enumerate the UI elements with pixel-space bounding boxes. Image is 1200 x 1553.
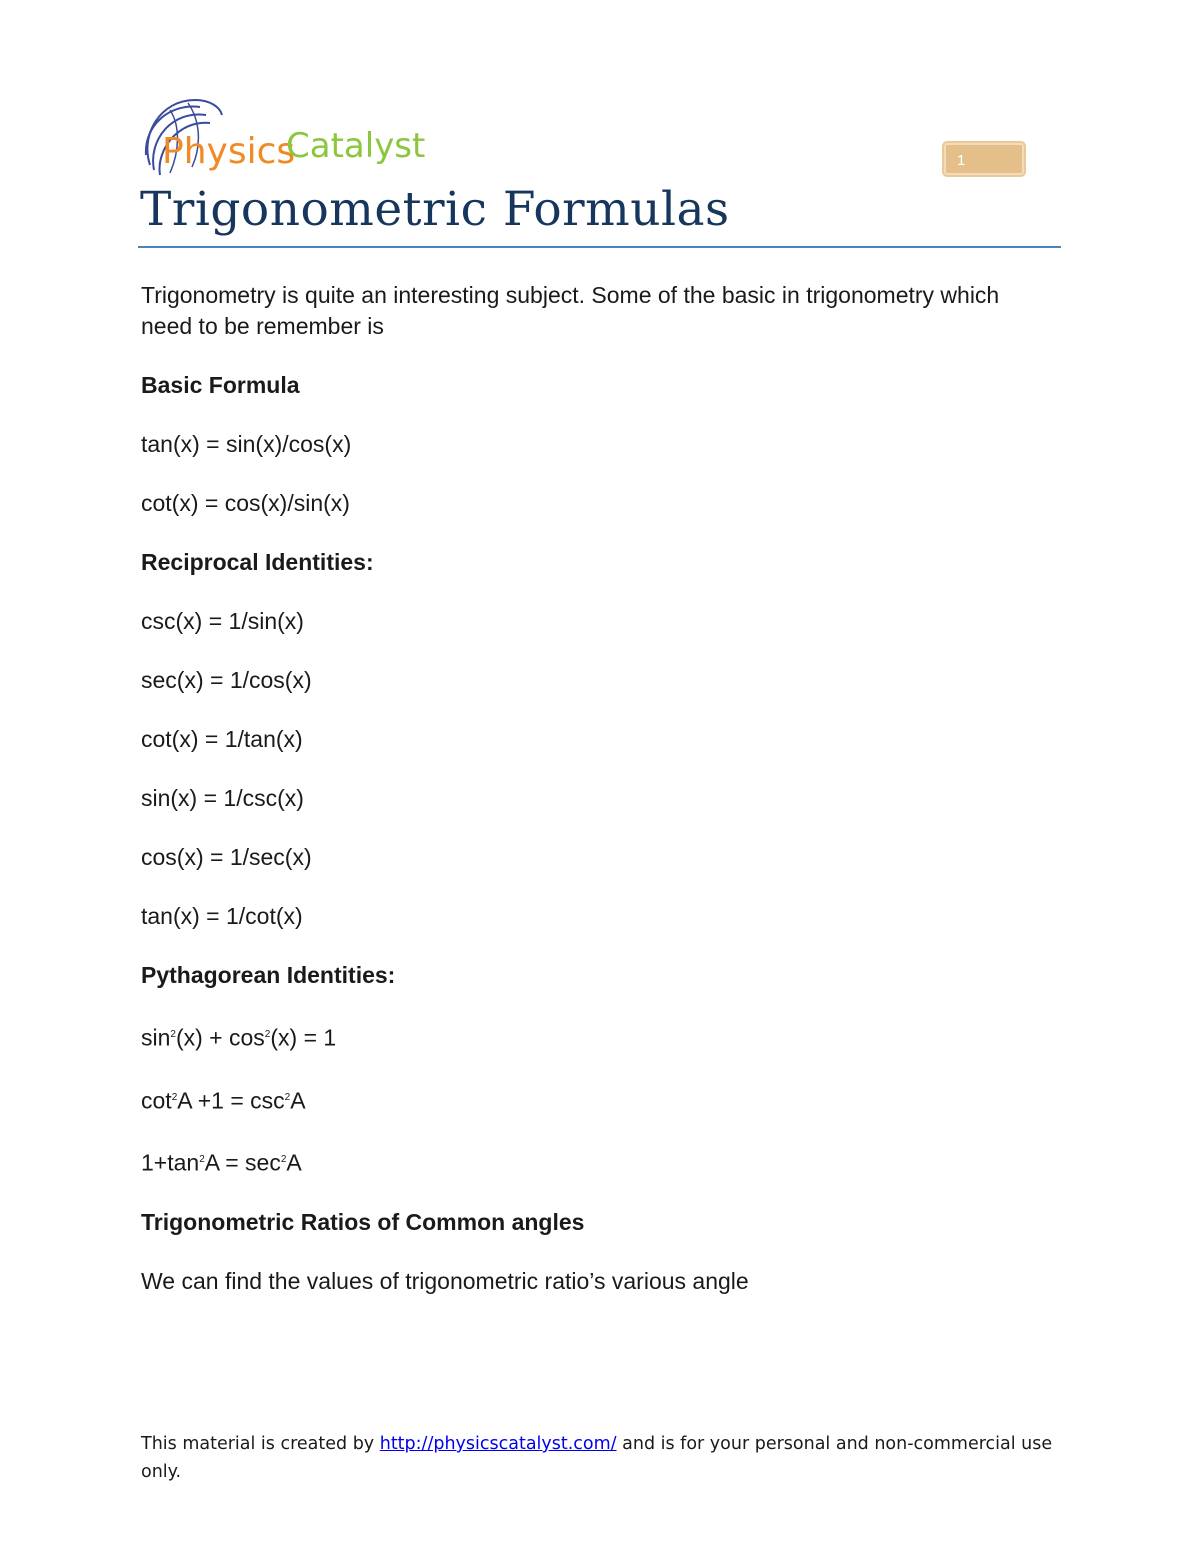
formula-line: csc(x) = 1/sin(x): [141, 608, 304, 634]
footer-suffix: and is for your personal and non-commercial use only.: [141, 1434, 1053, 1482]
formula-line: cot(x) = 1/tan(x): [141, 726, 303, 752]
page-title: Trigonometric Formulas: [140, 182, 730, 237]
footer-note: [141, 1430, 1071, 1486]
section-heading-reciprocal: Reciprocal Identities:: [141, 549, 374, 575]
logo-text-physics: Physics: [162, 131, 296, 172]
formula-line: cos(x) = 1/sec(x): [141, 844, 312, 870]
brand-logo: [140, 95, 426, 180]
formula-line: $1+\tan^2A = \sec^2A$: [141, 1149, 302, 1176]
document-body: [141, 280, 1041, 1325]
footer-prefix: This material is created by: [141, 1434, 380, 1454]
common-angles-text: We can find the values of trigonometric ratio’s various angle: [141, 1267, 749, 1294]
formula-line: $\cot^2A +1 = \csc^2A$: [141, 1087, 306, 1114]
section-heading-basic: Basic Formula: [141, 372, 300, 398]
formula-line: tan(x) = sin(x)/cos(x): [141, 431, 352, 457]
title-divider: [138, 246, 1061, 248]
intro-paragraph: Trigonometry is quite an interesting subject. Some of the basic in trigonometry which need to be remember is: [141, 282, 1000, 339]
logo-text-catalyst: Catalyst: [286, 126, 426, 166]
formula-line: sin(x) = 1/csc(x): [141, 785, 304, 811]
page-number-badge: 1: [942, 141, 1026, 177]
section-heading-common-angles: Trigonometric Ratios of Common angles: [141, 1208, 585, 1235]
formula-line: $\sin^2(x) + \cos^2(x) = 1$: [141, 1024, 337, 1051]
formula-line: tan(x) = 1/cot(x): [141, 903, 303, 929]
formula-line: cot(x) = cos(x)/sin(x): [141, 490, 350, 516]
section-heading-pythagorean: Pythagorean Identities:: [141, 962, 396, 988]
physicscatalyst-link[interactable]: http://physicscatalyst.com/: [379, 1434, 617, 1454]
formula-line: sec(x) = 1/cos(x): [141, 667, 312, 693]
